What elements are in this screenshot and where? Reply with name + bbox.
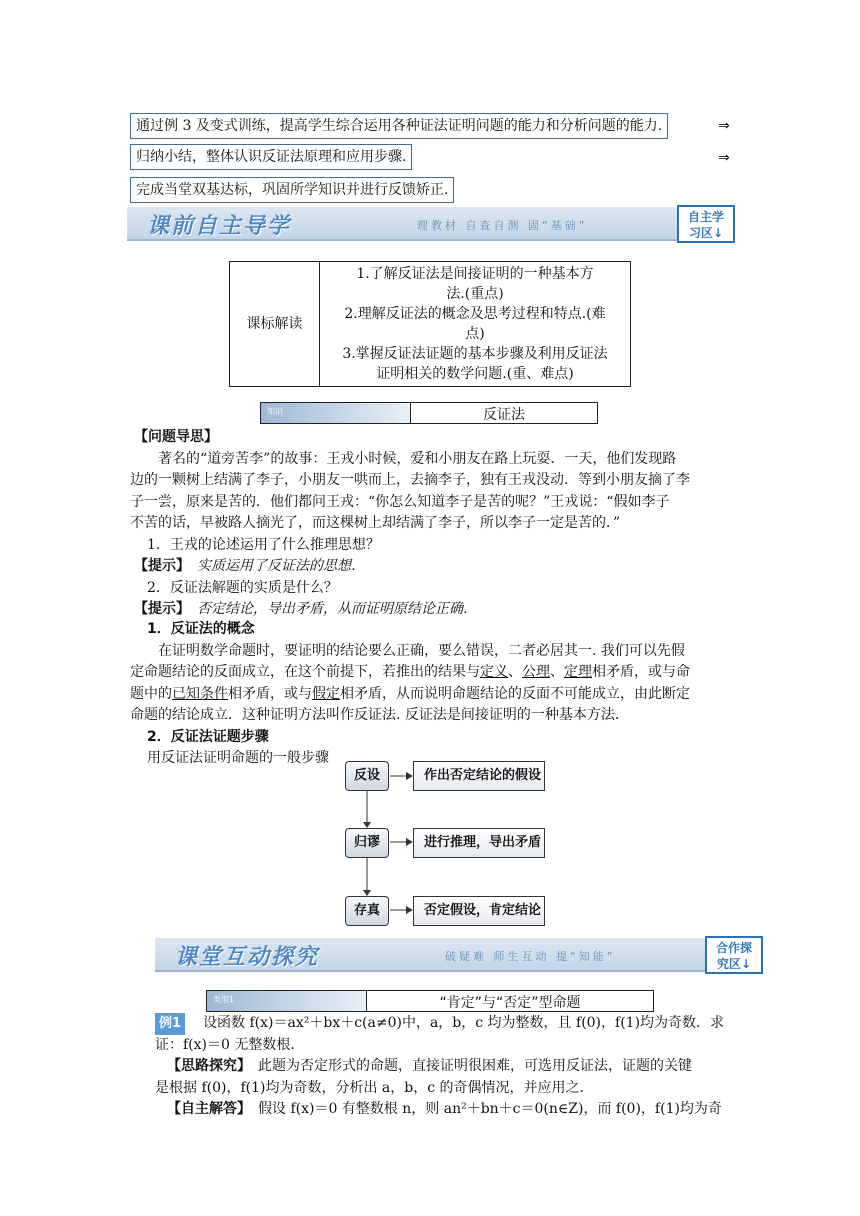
flow-box-conclude: 否定假设，肯定结论	[413, 896, 545, 926]
standard-label: 课标解读	[230, 262, 320, 387]
solution-line-1: 假设 f(x)＝0 有整数根 n，则 an²＋bn＋c＝0(n∈Z)，而 f(0)，f(1)均为奇	[258, 1101, 722, 1117]
term-assumption: 假定	[312, 685, 340, 702]
example-line-1: 设函数 f(x)＝ax²＋bx＋c(a≠0)中，a，b，c 均为整数，且 f(0)，f(1)均为奇数．求	[203, 1015, 725, 1031]
guide-heading: 【问题导思】	[134, 429, 218, 445]
section-bar-knowledge	[260, 402, 598, 424]
guide-block	[130, 427, 730, 621]
hint-label-1: 【提示】	[134, 558, 183, 574]
flow-node-conclude: 存真	[345, 896, 389, 926]
flow-arrow-2: ⇒	[718, 150, 730, 166]
banner-inclass	[155, 938, 763, 972]
concept-line-3	[130, 684, 730, 706]
flow-step-1	[130, 113, 668, 139]
example-block	[155, 1013, 760, 1121]
flow-box-assume: 作出否定结论的假设	[413, 761, 545, 791]
term-axiom: 公理	[522, 664, 550, 680]
flow-box-reduce: 进行推理，导出矛盾	[413, 828, 545, 858]
concept-line-2	[130, 662, 730, 684]
banner-inclass-tag-line2: 究区↓	[716, 957, 752, 971]
section-bar-badge-text: 知识	[267, 407, 283, 416]
example-line-2: 证：f(x)＝0 无整数根．	[155, 1036, 305, 1053]
question-1: 1．王戎的论述运用了什么推理思想？	[147, 536, 380, 553]
flow-arrow-1: ⇒	[718, 118, 730, 134]
idea-label: 【思路探究】	[167, 1058, 244, 1074]
standard-table	[229, 261, 631, 387]
concept-heading: 1．反证法的概念	[147, 621, 255, 637]
steps-intro: 用反证法证明命题的一般步骤	[147, 750, 329, 766]
section-bar-type1-badge-text: 类型1	[213, 995, 235, 1004]
banner-inclass-tag	[705, 936, 763, 974]
flow-step-3-text: 完成当堂双基达标，巩固所学知识并进行反馈矫正.	[136, 182, 449, 198]
concept-line-3c: 相矛盾，从而说明命题结论的反面不可能成立，由此断定	[340, 685, 690, 702]
section-bar-badge	[261, 403, 411, 423]
banner-inclass-tag-line1: 合作探	[715, 941, 752, 955]
banner-preclass-tag-line2: 习区↓	[688, 226, 724, 240]
concept-line-3b: 相矛盾，或与	[228, 685, 312, 702]
section-type1-title: “肯定”与“否定”型命题	[439, 995, 581, 1011]
concept-line-2a: 定命题结论的反面成立，在这个前提下，若推出的结果与	[130, 664, 480, 680]
standard-item1-l2: 法.(重点)	[446, 286, 504, 302]
example-label: 例1	[155, 1013, 185, 1035]
section-bar-type1-badge	[207, 991, 367, 1011]
standard-item1-l1: 1.了解反证法是间接证明的一种基本方	[356, 266, 594, 282]
concept-block	[130, 619, 730, 770]
term-definition: 定义	[480, 664, 508, 680]
term-theorem: 定理	[564, 664, 592, 680]
banner-preclass-tag-line1: 自主学	[687, 210, 724, 224]
section-title: 反证法	[483, 407, 525, 423]
steps-heading: 2．反证法证题步骤	[147, 728, 269, 745]
concept-line-2b: 相矛盾，或与命	[592, 664, 690, 680]
concept-sep-2: 、	[550, 664, 564, 680]
banner-preclass	[127, 207, 735, 241]
standard-item3-l2: 证明相关的数学问题.(重、难点)	[376, 366, 574, 382]
banner-preclass-tag	[677, 205, 735, 243]
idea-line-2: 是根据 f(0)，f(1)均为奇数，分析出 a，b，c 的奇偶情况，并应用之．	[155, 1079, 594, 1096]
flow-step-1-text: 通过例 3 及变式训练，提高学生综合运用各种证法证明问题的能力和分析问题的能力.	[136, 118, 663, 134]
banner-preclass-motto: 理教材 自查自测 固“基础”	[417, 219, 588, 232]
story-line-3: 子一尝，原来是苦的．他们都问王戎：“你怎么知道李子是苦的呢？”王戎说：“假如李子	[130, 493, 670, 510]
answer-2: 否定结论，导出矛盾，从而证明原结论正确．	[197, 601, 477, 617]
banner-preclass-title: 课前自主导学	[147, 213, 292, 239]
solution-label: 【自主解答】	[167, 1101, 244, 1117]
concept-line-3a: 题中的	[130, 685, 172, 702]
flow-step-3	[130, 177, 454, 203]
standard-items	[320, 262, 631, 387]
banner-inclass-title: 课堂互动探究	[175, 944, 320, 970]
flow-node-assume: 反设	[345, 761, 389, 791]
question-2: 2．反证法解题的实质是什么？	[147, 579, 338, 596]
flow-step-2	[130, 144, 412, 170]
story-line-4: 不苦的话，早被路人摘光了，而这棵树上却结满了李子，所以李子一定是苦的．”	[130, 515, 621, 531]
hint-label-2: 【提示】	[134, 601, 183, 617]
standard-item2-l1: 2.理解反证法的概念及思考过程和特点.(难	[344, 306, 606, 322]
answer-1: 实质运用了反证法的思想．	[197, 558, 365, 574]
section-bar-type1	[206, 990, 654, 1012]
standard-item2-l2: 点)	[465, 326, 485, 342]
story-line-1: 著名的“道旁苦李”的故事：王戎小时候，爱和小朋友在路上玩耍．一天，他们发现路	[158, 450, 677, 467]
standard-item3-l1: 3.掌握反证法证题的基本步骤及利用反证法	[342, 346, 608, 362]
concept-sep-1: 、	[508, 664, 522, 680]
concept-line-1: 在证明数学命题时，要证明的结论要么正确，要么错误，二者必居其一. 我们可以先假	[158, 642, 685, 659]
banner-inclass-motto: 破疑难 师生互动 提“知能”	[445, 950, 616, 963]
idea-line-1: 此题为否定形式的命题，直接证明很困难，可选用反证法，证题的关键	[258, 1058, 692, 1074]
flow-node-reduce: 归谬	[345, 828, 389, 858]
term-known-condition: 已知条件	[172, 685, 228, 702]
story-line-2: 边的一颗树上结满了李子，小朋友一哄而上，去摘李子，独有王戎没动．等到小朋友摘了李	[130, 472, 690, 488]
concept-line-4: 命题的结论成立．这种证明方法叫作反证法. 反证法是间接证明的一种基本方法．	[130, 707, 629, 723]
flow-step-2-text: 归纳小结，整体认识反证法原理和应用步骤.	[136, 149, 407, 165]
